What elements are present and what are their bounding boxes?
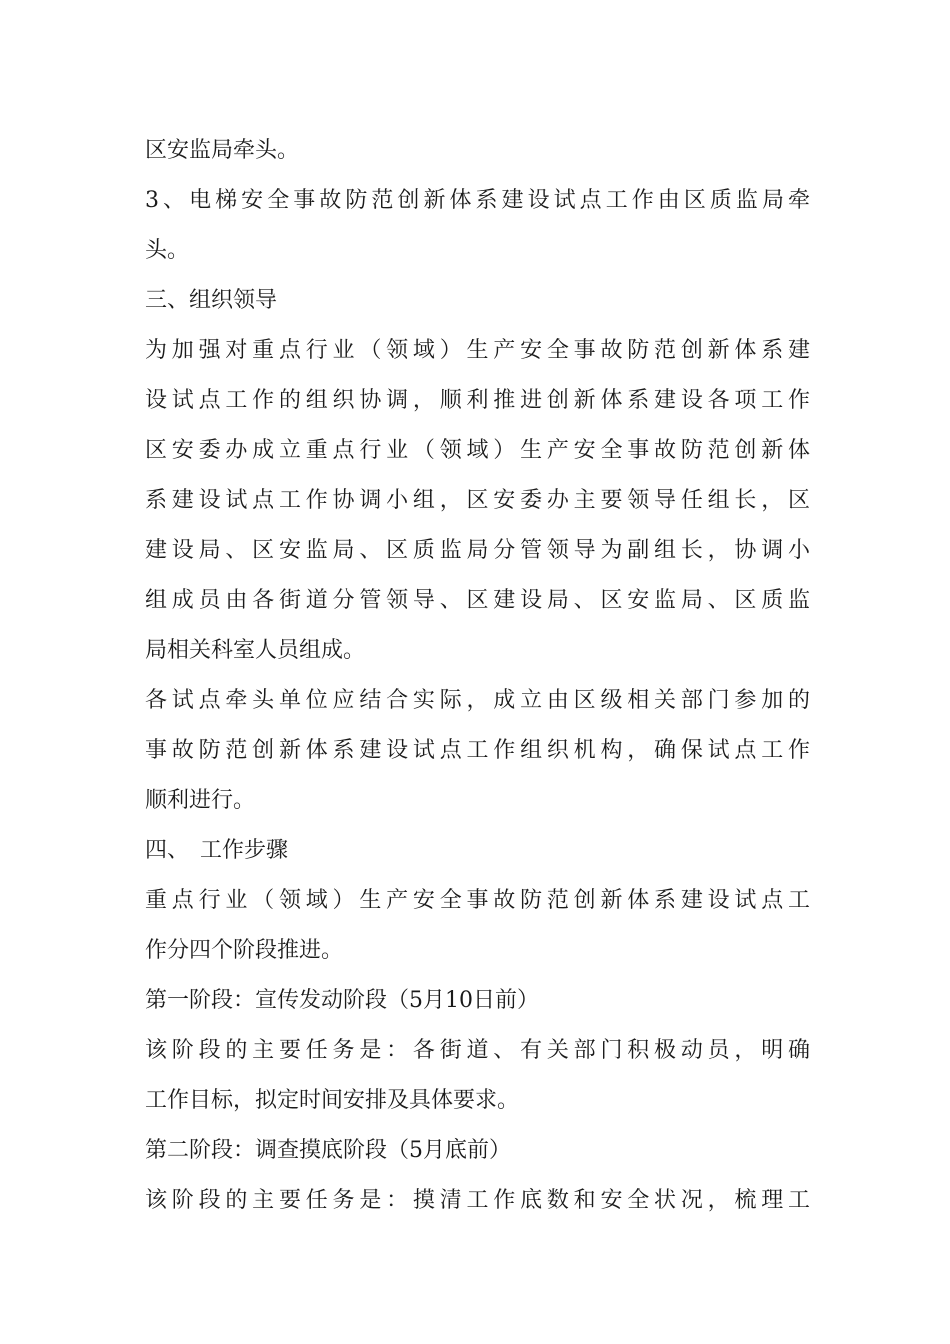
section-heading: 四、 工作步骤 xyxy=(145,838,289,863)
section-heading: 三、组织领导 xyxy=(145,288,278,313)
stage-heading: 第一阶段：宣传发动阶段（5月10日前） xyxy=(145,988,539,1013)
text-line: 重点行业（领域）生产安全事故防范创新体系建设试点工 xyxy=(145,888,810,913)
text-line: 顺利进行。 xyxy=(145,788,256,813)
text-line: 3、电梯安全事故防范创新体系建设试点工作由区质监局牵 xyxy=(145,188,810,213)
text-line: 建设局、区安监局、区质监局分管领导为副组长，协调小 xyxy=(145,538,810,563)
document-body xyxy=(145,126,810,1226)
text-line: 作分四个阶段推进。 xyxy=(145,938,344,963)
text-line: 系建设试点工作协调小组，区安委办主要领导任组长，区 xyxy=(145,488,810,513)
text-line: 头。 xyxy=(145,238,190,263)
stage-heading: 第二阶段：调查摸底阶段（5月底前） xyxy=(145,1138,511,1163)
text-line: 组成员由各街道分管领导、区建设局、区安监局、区质监 xyxy=(145,588,810,613)
text-line: 事故防范创新体系建设试点工作组织机构，确保试点工作 xyxy=(145,738,810,763)
text-line: 各试点牵头单位应结合实际，成立由区级相关部门参加的 xyxy=(145,688,810,713)
text-line: 区安监局牵头。 xyxy=(145,138,300,163)
text-line: 设试点工作的组织协调，顺利推进创新体系建设各项工作 xyxy=(145,388,810,413)
text-line: 该阶段的主要任务是：各街道、有关部门积极动员，明确 xyxy=(145,1038,810,1063)
text-line: 区安委办成立重点行业（领域）生产安全事故防范创新体 xyxy=(145,438,810,463)
text-line: 该阶段的主要任务是：摸清工作底数和安全状况，梳理工 xyxy=(145,1188,810,1213)
text-line: 局相关科室人员组成。 xyxy=(145,638,366,663)
text-line: 工作目标，拟定时间安排及具体要求。 xyxy=(145,1088,520,1113)
text-line: 为加强对重点行业（领域）生产安全事故防范创新体系建 xyxy=(145,338,810,363)
